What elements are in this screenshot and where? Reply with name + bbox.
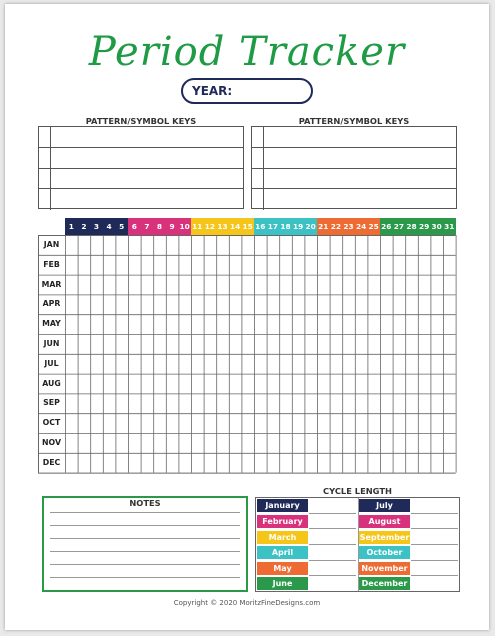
pattern-keys-box-left[interactable] <box>38 126 244 209</box>
cycle-month-april: April <box>257 546 308 559</box>
key-symbol-cell[interactable] <box>39 127 51 147</box>
month-label-oct: OCT <box>42 418 61 428</box>
day-header-31: 31 <box>443 218 456 235</box>
cycle-length-input[interactable] <box>309 514 356 530</box>
day-header-10: 10 <box>178 218 191 235</box>
cycle-month-march: March <box>257 531 308 544</box>
day-header-14: 14 <box>229 218 242 235</box>
key-row[interactable] <box>39 169 243 190</box>
day-header-25: 25 <box>367 218 380 235</box>
key-row[interactable] <box>39 148 243 169</box>
month-label-jul: JUL <box>44 358 59 368</box>
day-header-27: 27 <box>393 218 406 235</box>
note-line <box>50 577 240 578</box>
day-header-17: 17 <box>267 218 280 235</box>
day-header-6: 6 <box>128 218 141 235</box>
cycle-length-input[interactable] <box>411 560 458 576</box>
key-symbol-cell[interactable] <box>252 127 264 147</box>
pattern-keys-title-left: PATTERN/SYMBOL KEYS <box>85 116 197 126</box>
key-row[interactable] <box>252 189 456 210</box>
day-header-4: 4 <box>103 218 116 235</box>
month-label-jan: JAN <box>43 240 60 249</box>
cycle-month-may: May <box>257 562 308 575</box>
day-header-23: 23 <box>342 218 355 235</box>
cycle-month-january: January <box>257 499 308 512</box>
key-row[interactable] <box>39 189 243 210</box>
day-header-7: 7 <box>141 218 154 235</box>
cycle-month-november: November <box>359 562 410 575</box>
grid-lines[interactable] <box>38 218 457 474</box>
notes-title: NOTES <box>125 498 164 508</box>
key-symbol-cell[interactable] <box>39 169 51 189</box>
day-header-13: 13 <box>216 218 229 235</box>
cycle-month-december: December <box>359 577 410 590</box>
day-header-28: 28 <box>405 218 418 235</box>
cycle-length-title: CYCLE LENGTH <box>323 486 392 496</box>
year-label: YEAR: <box>192 84 233 98</box>
cycle-length-input[interactable] <box>309 545 356 561</box>
day-header-16: 16 <box>254 218 267 235</box>
cycle-divider <box>358 498 359 591</box>
cycle-length-input[interactable] <box>309 576 356 592</box>
cycle-length-input[interactable] <box>309 529 356 545</box>
printable-page <box>5 4 489 630</box>
day-header-20: 20 <box>304 218 317 235</box>
day-header-18: 18 <box>279 218 292 235</box>
key-symbol-cell[interactable] <box>39 148 51 168</box>
cycle-length-input[interactable] <box>411 514 458 530</box>
day-header-8: 8 <box>153 218 166 235</box>
key-symbol-cell[interactable] <box>252 169 264 189</box>
cycle-length-input[interactable] <box>411 545 458 561</box>
month-label-apr: APR <box>42 299 61 309</box>
note-line <box>50 538 240 539</box>
notes-box[interactable] <box>42 496 248 592</box>
cycle-length-input[interactable] <box>411 498 458 514</box>
month-label-nov: NOV <box>42 438 61 447</box>
cycle-length-input[interactable] <box>411 529 458 545</box>
note-line <box>50 564 240 565</box>
day-header-26: 26 <box>380 218 393 235</box>
pattern-keys-title-right: PATTERN/SYMBOL KEYS <box>298 116 410 126</box>
year-field[interactable] <box>181 78 313 104</box>
page-title: Period Tracker <box>88 29 406 75</box>
cycle-month-september: September <box>359 532 410 542</box>
note-line <box>50 525 240 526</box>
key-row[interactable] <box>252 169 456 190</box>
month-label-aug: AUG <box>42 378 61 388</box>
month-label-may: MAY <box>42 319 61 329</box>
note-line <box>50 512 240 513</box>
day-header-15: 15 <box>241 218 254 235</box>
cycle-length-table <box>255 497 460 592</box>
day-header-12: 12 <box>204 218 217 235</box>
cycle-length-input[interactable] <box>309 498 356 514</box>
cycle-length-input[interactable] <box>411 576 458 592</box>
day-header-19: 19 <box>292 218 305 235</box>
month-label-sep: SEP <box>43 398 60 408</box>
month-label-mar: MAR <box>41 279 62 289</box>
day-header-5: 5 <box>115 218 128 235</box>
month-label-dec: DEC <box>42 457 61 467</box>
day-header-24: 24 <box>355 218 368 235</box>
key-symbol-cell[interactable] <box>252 148 264 168</box>
day-header-21: 21 <box>317 218 330 235</box>
day-header-9: 9 <box>166 218 179 235</box>
day-header-30: 30 <box>430 218 443 235</box>
day-header-29: 29 <box>418 218 431 235</box>
cycle-month-february: February <box>257 515 308 528</box>
cycle-length-input[interactable] <box>309 560 356 576</box>
key-symbol-cell[interactable] <box>39 189 51 210</box>
key-row[interactable] <box>39 127 243 148</box>
month-label-feb: FEB <box>43 259 60 269</box>
month-label-jun: JUN <box>43 339 60 348</box>
note-line <box>50 551 240 552</box>
day-header-11: 11 <box>191 218 204 235</box>
day-header-1: 1 <box>65 218 78 235</box>
day-header-22: 22 <box>330 218 343 235</box>
cycle-month-october: October <box>359 546 410 559</box>
copyright-footer: Copyright © 2020 MoritzFineDesigns.com <box>173 599 321 607</box>
cycle-month-june: June <box>257 577 308 590</box>
day-header-2: 2 <box>78 218 91 235</box>
day-header-3: 3 <box>90 218 103 235</box>
key-row[interactable] <box>252 148 456 169</box>
pattern-keys-box-right[interactable] <box>251 126 457 209</box>
tracker-grid <box>38 218 456 473</box>
key-symbol-cell[interactable] <box>252 189 264 210</box>
cycle-month-july: July <box>359 499 410 512</box>
cycle-month-august: August <box>359 515 410 528</box>
key-row[interactable] <box>252 127 456 148</box>
